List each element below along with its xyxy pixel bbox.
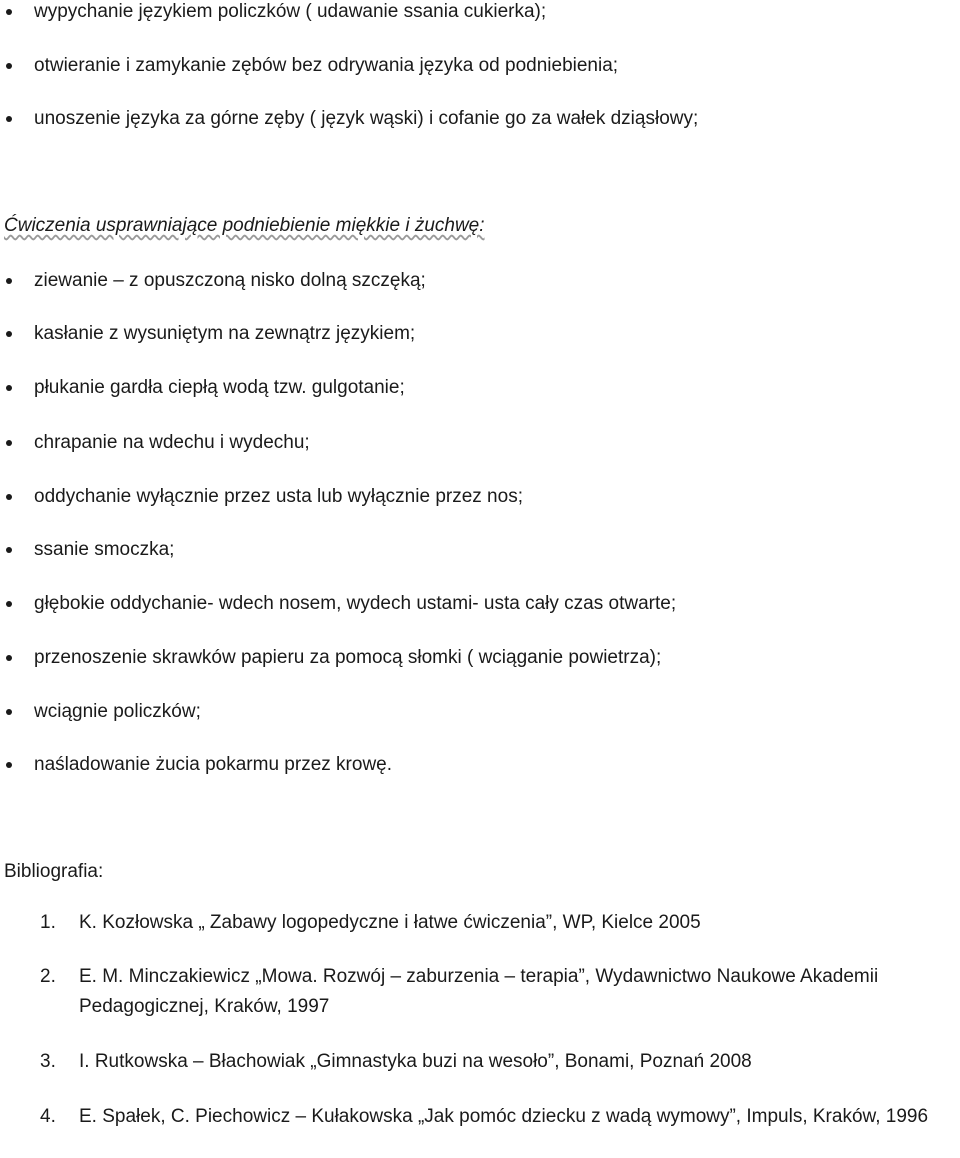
bullet-icon (6, 9, 12, 15)
bullet-icon (6, 278, 12, 284)
bibliography-heading: Bibliografia: (4, 861, 104, 882)
bullet-icon (6, 440, 12, 446)
list-item-text: przenoszenie skrawków papieru za pomocą słomki ( wciąganie powietrza); (34, 647, 662, 668)
bullet-icon (6, 385, 12, 391)
bullet-icon (6, 494, 12, 500)
bullet-icon (6, 601, 12, 607)
list-item-text: unoszenie języka za górne zęby ( język wąski) i cofanie go za wałek dziąsłowy; (34, 108, 699, 129)
list-item-text: wciągnie policzków; (34, 701, 201, 722)
entry-number: 2. (40, 966, 56, 987)
section-heading: Ćwiczenia usprawniające podniebienie miękkie i żuchwę: (4, 215, 485, 236)
list-item-text: oddychanie wyłącznie przez usta lub wyłącznie przez nos; (34, 486, 523, 507)
entry-number: 1. (40, 912, 56, 933)
bullet-icon (6, 116, 12, 122)
entry-number: 4. (40, 1106, 56, 1127)
entry-number: 3. (40, 1051, 56, 1072)
list-item-text: ssanie smoczka; (34, 539, 175, 560)
entry-text: K. Kozłowska „ Zabawy logopedyczne i łatwe ćwiczenia”, WP, Kielce 2005 (79, 912, 701, 933)
bullet-icon (6, 655, 12, 661)
entry-text: E. Spałek, C. Piechowicz – Kułakowska „Jak pomóc dziecku z wadą wymowy”, Impuls, Kraków, 1996 (79, 1106, 929, 1127)
entry-text: I. Rutkowska – Błachowiak „Gimnastyka buzi na wesoło”, Bonami, Poznań 2008 (79, 1051, 752, 1072)
list-item-text: chrapanie na wdechu i wydechu; (34, 432, 310, 453)
bullet-icon (6, 762, 12, 768)
bullet-icon (6, 331, 12, 337)
list-item-text: wypychanie językiem policzków ( udawanie ssania cukierka); (34, 1, 547, 22)
bullet-icon (6, 709, 12, 715)
list-item-text: głębokie oddychanie- wdech nosem, wydech ustami- usta cały czas otwarte; (34, 593, 677, 614)
list-item-text: płukanie gardła ciepłą wodą tzw. gulgotanie; (34, 377, 405, 398)
bullet-icon (6, 547, 12, 553)
list-item-text: kasłanie z wysuniętym na zewnątrz językiem; (34, 323, 416, 344)
list-item-text: naśladowanie żucia pokarmu przez krowę. (34, 754, 393, 775)
list-item-text: ziewanie – z opuszczoną nisko dolną szczęką; (34, 270, 426, 291)
bullet-icon (6, 63, 12, 69)
list-item-text: otwieranie i zamykanie zębów bez odrywania języka od podniebienia; (34, 55, 619, 76)
entry-text: E. M. Minczakiewicz „Mowa. Rozwój – zaburzenia – terapia”, Wydawnictwo Naukowe Akademii Pedagogicznej, Kraków, 1997 (79, 966, 879, 1017)
